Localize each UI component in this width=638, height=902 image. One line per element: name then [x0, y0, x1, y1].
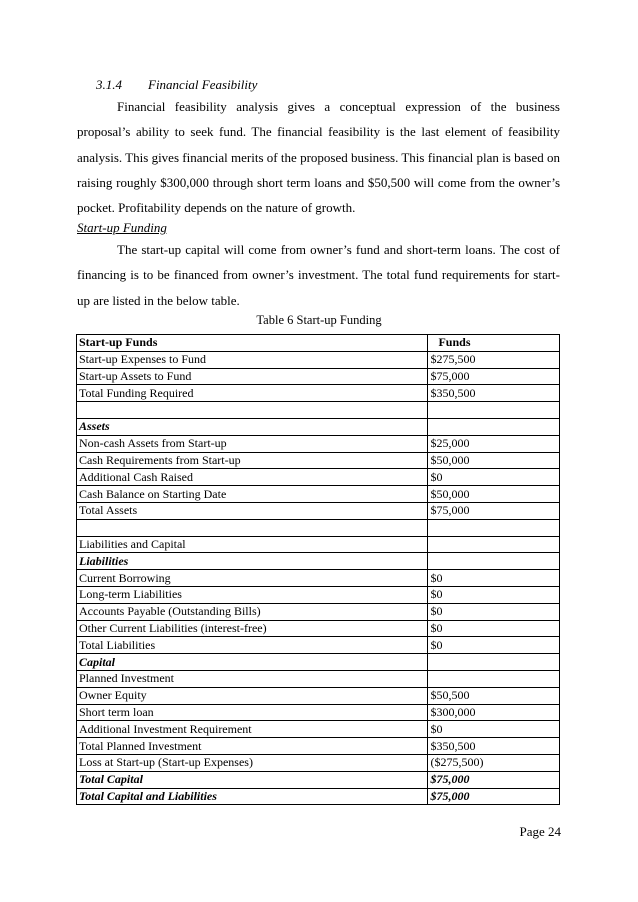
table-row [77, 603, 560, 620]
row-value [428, 654, 560, 671]
section-heading [96, 77, 257, 93]
table-row [77, 385, 560, 402]
row-label: Additional Cash Raised [77, 469, 428, 486]
row-value: $75,000 [428, 788, 560, 805]
row-label: Other Current Liabilities (interest-free) [77, 620, 428, 637]
table-row [77, 738, 560, 755]
row-label: Start-up Assets to Fund [77, 368, 428, 385]
row-value: $0 [428, 603, 560, 620]
row-label: Liabilities and Capital [77, 536, 428, 553]
header-funds: Funds [428, 335, 560, 352]
row-label: Assets [77, 418, 428, 435]
row-label: Accounts Payable (Outstanding Bills) [77, 603, 428, 620]
row-value: $300,000 [428, 704, 560, 721]
row-label: Total Capital [77, 771, 428, 788]
page-number: Page 24 [519, 824, 561, 839]
row-label: Additional Investment Requirement [77, 721, 428, 738]
row-value: $50,500 [428, 687, 560, 704]
table-row [77, 469, 560, 486]
table-row [77, 570, 560, 587]
table-row [77, 519, 560, 536]
table-row [77, 452, 560, 469]
table-row [77, 620, 560, 637]
row-value: $350,500 [428, 385, 560, 402]
row-value [428, 536, 560, 553]
table-row [77, 435, 560, 452]
row-value: $75,000 [428, 771, 560, 788]
row-label [77, 402, 428, 419]
row-label: Total Assets [77, 502, 428, 519]
table-row [77, 654, 560, 671]
row-value [428, 519, 560, 536]
section-title: Financial Feasibility [148, 77, 258, 92]
row-value: $350,500 [428, 738, 560, 755]
row-value: $0 [428, 637, 560, 654]
table-row [77, 486, 560, 503]
row-label: Long-term Liabilities [77, 586, 428, 603]
table-row [77, 553, 560, 570]
row-label: Cash Requirements from Start-up [77, 452, 428, 469]
table-row [77, 637, 560, 654]
table-row [77, 368, 560, 385]
row-label: Short term loan [77, 704, 428, 721]
table-row [77, 721, 560, 738]
row-value [428, 670, 560, 687]
row-label: Owner Equity [77, 687, 428, 704]
table-header-row [77, 335, 560, 352]
row-label: Cash Balance on Starting Date [77, 486, 428, 503]
table-row [77, 502, 560, 519]
table-row [77, 586, 560, 603]
row-value: $75,000 [428, 502, 560, 519]
table-row [77, 788, 560, 805]
table-row [77, 754, 560, 771]
row-label: Current Borrowing [77, 570, 428, 587]
table-row [77, 704, 560, 721]
header-startup-funds: Start-up Funds [77, 335, 428, 352]
row-value [428, 402, 560, 419]
row-label: Total Funding Required [77, 385, 428, 402]
paragraph-financial-feasibility: Financial feasibility analysis gives a conceptual expression of the business proposal’s ability to seek fund. The financial feasibility is the last element of feasibility analysis. This gives financial merits of the proposed business. This financial plan is based on raising roughly $300,000 through short term loans and $50,500 will come from the owner’s pocket. Profitability depends on the nature of growth. [77, 99, 560, 216]
row-label: Start-up Expenses to Fund [77, 351, 428, 368]
row-label [77, 519, 428, 536]
paragraph-startup-funding: The start-up capital will come from owner’s fund and short-term loans. The cost of financing is to be financed from owner’s investment. The total fund requirements for start-up are listed in the below table. [77, 242, 560, 308]
table-row [77, 670, 560, 687]
row-value: $0 [428, 620, 560, 637]
row-label: Total Capital and Liabilities [77, 788, 428, 805]
row-value: ($275,500) [428, 754, 560, 771]
row-label: Loss at Start-up (Start-up Expenses) [77, 754, 428, 771]
row-label: Liabilities [77, 553, 428, 570]
row-label: Capital [77, 654, 428, 671]
row-value [428, 553, 560, 570]
row-label: Total Liabilities [77, 637, 428, 654]
startup-funding-table [76, 334, 560, 805]
table-row [77, 536, 560, 553]
table-row [77, 402, 560, 419]
row-value: $275,500 [428, 351, 560, 368]
row-value: $0 [428, 586, 560, 603]
row-value: $50,000 [428, 486, 560, 503]
row-value: $50,000 [428, 452, 560, 469]
table-row [77, 351, 560, 368]
table-caption: Table 6 Start-up Funding [256, 313, 382, 327]
subheading-startup-funding: Start-up Funding [77, 220, 167, 235]
row-label: Non-cash Assets from Start-up [77, 435, 428, 452]
row-value: $0 [428, 721, 560, 738]
row-value: $0 [428, 570, 560, 587]
row-value: $25,000 [428, 435, 560, 452]
row-label: Total Planned Investment [77, 738, 428, 755]
table-row [77, 418, 560, 435]
row-value: $75,000 [428, 368, 560, 385]
row-value: $0 [428, 469, 560, 486]
row-value [428, 418, 560, 435]
table-row [77, 771, 560, 788]
row-label: Planned Investment [77, 670, 428, 687]
table-row [77, 687, 560, 704]
section-number: 3.1.4 [96, 77, 122, 92]
